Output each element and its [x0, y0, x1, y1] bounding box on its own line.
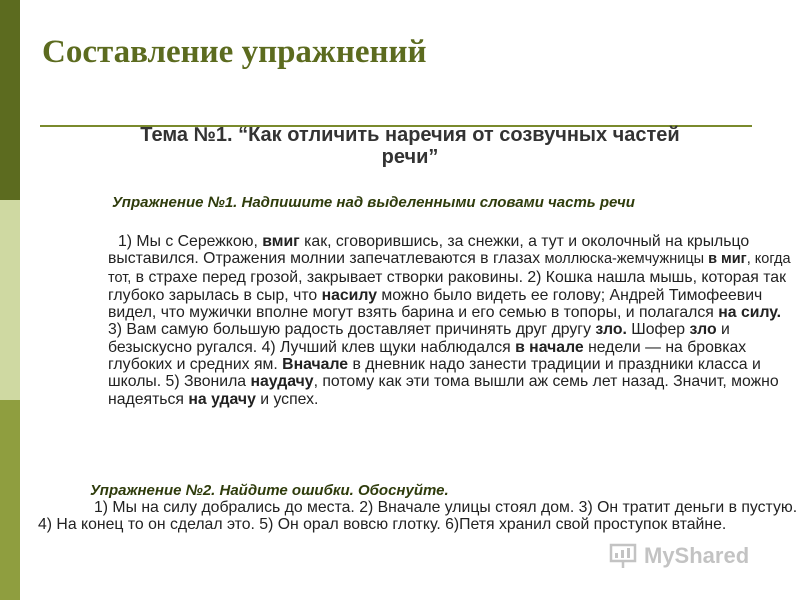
text-segment: 3) Вам самую большую радость доставляет причинять друг другу — [108, 321, 596, 339]
watermark-text: MyShared — [644, 543, 750, 568]
highlighted-word: Вначале — [282, 356, 349, 374]
highlighted-word: насилу — [321, 286, 377, 304]
text-segment: в страхе перед грозой, закрывает створки раковины. 2) Кошка нашла мышь, которая так глубоко зарылась в сыр, что — [108, 268, 787, 304]
exercise2-text — [38, 499, 798, 534]
highlighted-word: в начале — [515, 338, 584, 356]
highlighted-word: на удачу — [188, 390, 256, 408]
watermark-logo — [608, 538, 768, 574]
highlighted-word: в миг — [708, 251, 747, 268]
text-segment: в дневник надо занести традиции и праздники класса и школы. 5) Звонила — [108, 356, 761, 391]
exercise1-heading: Упражнение №1. Надпишите над выделенными словами часть речи — [112, 194, 635, 211]
text-segment: , когда тот, — [108, 251, 791, 286]
text-segment: как, сговорившись, за снежки, а тут и околочный на крыльцо выставился. Отражения молнии запечатлеваются в глазах — [108, 233, 750, 268]
highlighted-word: на силу. — [718, 304, 782, 322]
text-segment: 1) Мы с Сережкою, — [118, 233, 263, 250]
topic-heading: Тема №1. “Как отличить наречия от созвучных частей речи” — [140, 124, 680, 168]
highlighted-word: зло — [689, 321, 717, 339]
highlighted-word: вмиг — [262, 233, 300, 250]
exercise2-sentences: 1) Мы на силу добрались до места. 2) Вначале улицы стоял дом. 3) Он тратит деньги в пустую. 4) На конец то он сделал это. 5) Он орал вовсю глотку. 6)Петя хранил свой проступок втайне. — [38, 499, 798, 534]
text-segment: можно было видеть ее голову; Андрей Тимофеевич видел, что мужички вполне могут взять барина и его семью в топоры, и полагался — [108, 286, 763, 322]
presentation-icon — [608, 541, 638, 571]
text-segment: недели — на бровках глубоких и средних ям. — [108, 338, 747, 374]
highlighted-word: зло. — [595, 321, 627, 339]
text-segment: моллюска-жемчужницы — [544, 251, 709, 268]
slide-title: Составление упражнений — [42, 34, 427, 70]
highlighted-word: наудачу — [250, 373, 314, 391]
exercise2-heading: Упражнение №2. Найдите ошибки. Обоснуйте. — [90, 482, 449, 499]
text-segment: и успех. — [255, 390, 319, 408]
accent-bar-middle — [0, 200, 20, 400]
text-segment: , потому как эти тома вышли аж семь лет назад. Значит, можно надеяться — [108, 373, 779, 408]
text-segment: и безыскусно ругался. 4) Лучший клев щуки наблюдался — [108, 321, 730, 356]
text-segment: Шофер — [626, 321, 690, 339]
exercise1-text — [108, 233, 793, 408]
accent-bar-top — [0, 0, 20, 200]
accent-bar-bottom — [0, 400, 20, 600]
